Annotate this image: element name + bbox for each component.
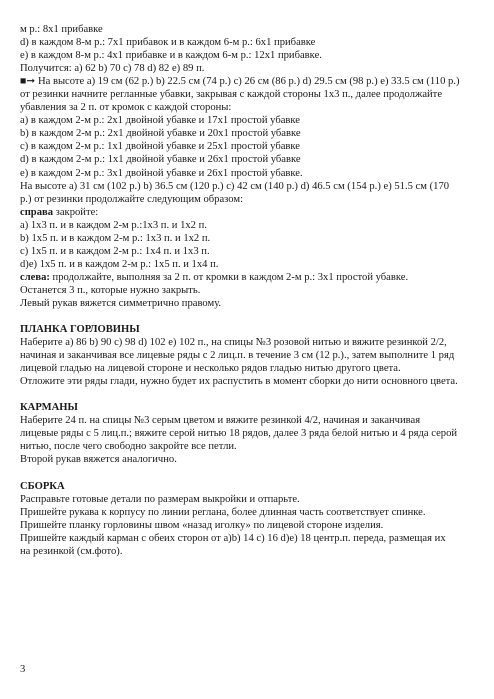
- text-line: м р.: 8х1 прибавке: [20, 24, 103, 35]
- text-line: На высоте a) 31 см (102 р.) b) 36.5 см (120 р.) c) 42 см (140 р.) d) 46.5 см (154 р.) e) 51.5 см (170: [20, 180, 450, 192]
- section-heading-neckband: ПЛАНКА ГОРЛОВИНЫ: [20, 324, 140, 336]
- text-line: Наберите a) 86 b) 90 c) 98 d) 102 e) 102 п., на спицы №3 розовой нитью и вяжите резинкой 2/2,: [20, 337, 447, 349]
- text-line: e) в каждом 2-м р.: 3х1 двойной убавке и 26х1 простой убавке.: [20, 167, 303, 179]
- text-line: a) в каждом 2-м р.: 2х1 двойной убавке и 17х1 простой убавке: [20, 115, 301, 127]
- text-line: Получится: a) 62 b) 70 c) 78 d) 82 e) 89 п.: [20, 63, 205, 75]
- section-heading-pockets: КАРМАНЫ: [20, 402, 78, 414]
- text-line: на резинкой (см.фото).: [20, 545, 123, 557]
- text-line: e) в каждом 8-м р.: 4х1 прибавке и в каждом 6-м р.: 12х1 прибавке.: [20, 50, 322, 62]
- spacer: [20, 310, 488, 323]
- text-line: d) в каждом 2-м р.: 1х1 двойной убавке и 26х1 простой убавке: [20, 154, 301, 166]
- text-line: лицевой гладью на лицевой стороне и несколько рядов гладью нитью другого цвета.: [20, 363, 401, 375]
- page-number: 3: [20, 664, 26, 675]
- text-line: лицевые ряды с 5 лиц.п.; вяжите серой нитью 18 рядов, далее 3 ряда белой нитью и 4 ряда серой: [20, 428, 458, 440]
- square-arrow-icon: ■➞: [20, 76, 36, 88]
- text-line: начиная и заканчивая все лицевые ряды с 2 лиц.п. в течение 3 см (12 р.)., затем выполните 1 ряд: [20, 350, 455, 362]
- raglan-first-line: [20, 75, 488, 88]
- text-line: b) в каждом 2-м р.: 2х1 двойной убавке и 20х1 простой убавке: [20, 128, 301, 140]
- text-line: d) в каждом 8-м р.: 7х1 прибавок и в каждом 6-м р.: 6х1 прибавке: [20, 37, 316, 49]
- text-line: b) 1х5 п. и в каждом 2-м р.: 1х3 п. и 1х2 п.: [20, 232, 211, 244]
- raglan-text: На высоте a) 19 см (62 р.) b) 22.5 см (74 р.) c) 26 см (86 р.) d) 29.5 см (98 р.) e) 33.5 см (110 р.): [37, 76, 460, 88]
- left-side-text: продолжайте, выполняя за 2 п. от кромки в каждом 2-м р.: 3х1 простой убавке.: [49, 271, 409, 283]
- document-body: [20, 23, 488, 558]
- right-side-text: закройте:: [53, 206, 99, 218]
- text-line: Пришейте планку горловины швом «назад иголку» по лицевой стороне изделия.: [20, 519, 384, 531]
- text-line: от резинки начните регланные убавки, закрывая с каждой стороны 1х3 п., далее продолжайте: [20, 89, 443, 101]
- text-line: Второй рукав вяжется аналогично.: [20, 454, 177, 466]
- text-line: Левый рукав вяжется симметрично правому.: [20, 297, 222, 309]
- text-line: р.) от резинки продолжайте следующим образом:: [20, 193, 244, 205]
- text-line: Наберите 24 п. на спицы №3 серым цветом и вяжите резинкой 4/2, начиная и заканчивая: [20, 415, 421, 427]
- spacer: [20, 388, 488, 401]
- text-line: нитью, после чего свободно закройте все петли.: [20, 441, 237, 453]
- text-line: Останется 3 п., которые нужно закрыть.: [20, 284, 201, 296]
- text-line: c) в каждом 2-м р.: 1х1 двойной убавке и 25х1 простой убавке: [20, 141, 301, 153]
- text-line: Отложите эти ряды глади, нужно будет их распустить в момент сборки до нити основного цвета.: [20, 376, 458, 388]
- right-side-intro: [20, 206, 488, 219]
- text-line: d)e) 1х5 п. и в каждом 2-м р.: 1х5 п. и 1х4 п.: [20, 258, 219, 270]
- section-heading-assembly: СБОРКА: [20, 480, 65, 492]
- text-line: c) 1х5 п. и в каждом 2-м р.: 1х4 п. и 1х3 п.: [20, 245, 210, 257]
- left-side-label: слева:: [20, 271, 50, 283]
- text-line: Расправьте готовые детали по размерам выкройки и отпарьте.: [20, 493, 300, 505]
- text-line: Пришейте каждый карман с обеих сторон от a)b) 14 c) 16 d)e) 18 центр.п. переда, размещая их: [20, 532, 446, 544]
- right-side-label: справа: [20, 206, 54, 218]
- text-line: a) 1х3 п. и в каждом 2-м р.:1х3 п. и 1х2 п.: [20, 219, 207, 231]
- text-line: убавления за 2 п. от кромок с каждой стороны:: [20, 102, 232, 114]
- spacer: [20, 467, 488, 480]
- text-line: Пришейте рукава к корпусу по линии реглана, более длинная часть соответствует спинке.: [20, 506, 426, 518]
- left-side-intro: [20, 271, 488, 284]
